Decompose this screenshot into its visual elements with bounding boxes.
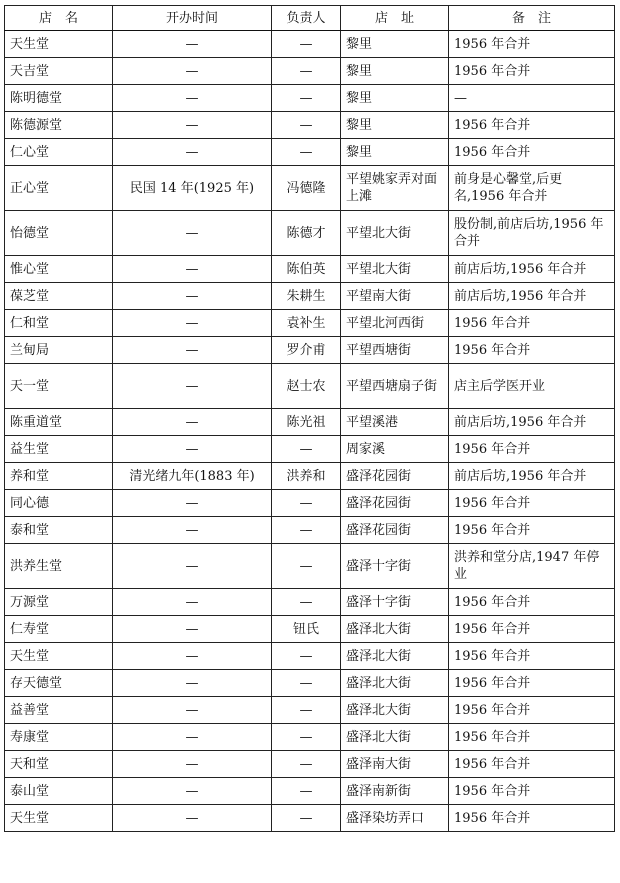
cell-remarks: 1956 年合并 bbox=[449, 58, 615, 85]
cell-remarks: 洪养和堂分店,1947 年停业 bbox=[449, 544, 615, 589]
cell-person-in-charge: — bbox=[272, 751, 341, 778]
cell-person-in-charge: 陈光祖 bbox=[272, 409, 341, 436]
cell-address: 平望西塘扇子街 bbox=[341, 364, 449, 409]
cell-person-in-charge: 赵士农 bbox=[272, 364, 341, 409]
cell-store-name: 益生堂 bbox=[5, 436, 113, 463]
cell-store-name: 仁心堂 bbox=[5, 139, 113, 166]
cell-opening-time: — bbox=[113, 589, 272, 616]
cell-address: 盛泽北大街 bbox=[341, 697, 449, 724]
cell-opening-time: — bbox=[113, 364, 272, 409]
cell-remarks: 1956 年合并 bbox=[449, 751, 615, 778]
cell-opening-time: — bbox=[113, 724, 272, 751]
table-row bbox=[5, 85, 615, 112]
cell-store-name: 天和堂 bbox=[5, 751, 113, 778]
cell-store-name: 陈明德堂 bbox=[5, 85, 113, 112]
cell-address: 盛泽北大街 bbox=[341, 643, 449, 670]
cell-person-in-charge: 袁补生 bbox=[272, 310, 341, 337]
cell-address: 盛泽十字街 bbox=[341, 544, 449, 589]
cell-store-name: 怡德堂 bbox=[5, 211, 113, 256]
cell-opening-time: — bbox=[113, 751, 272, 778]
table-header bbox=[5, 6, 615, 31]
cell-remarks: 1956 年合并 bbox=[449, 310, 615, 337]
cell-address: 黎里 bbox=[341, 58, 449, 85]
cell-opening-time: — bbox=[113, 544, 272, 589]
cell-opening-time: — bbox=[113, 643, 272, 670]
cell-person-in-charge: — bbox=[272, 112, 341, 139]
cell-store-name: 陈德源堂 bbox=[5, 112, 113, 139]
cell-opening-time: — bbox=[113, 697, 272, 724]
cell-person-in-charge: — bbox=[272, 805, 341, 832]
cell-remarks: 股份制,前店后坊,1956 年合并 bbox=[449, 211, 615, 256]
cell-remarks: 1956 年合并 bbox=[449, 670, 615, 697]
cell-store-name: 天一堂 bbox=[5, 364, 113, 409]
cell-person-in-charge: — bbox=[272, 436, 341, 463]
cell-store-name: 万源堂 bbox=[5, 589, 113, 616]
header-remarks: 备 注 bbox=[449, 6, 615, 31]
cell-store-name: 惟心堂 bbox=[5, 256, 113, 283]
cell-address: 盛泽十字街 bbox=[341, 589, 449, 616]
cell-person-in-charge: — bbox=[272, 85, 341, 112]
cell-person-in-charge: — bbox=[272, 544, 341, 589]
cell-remarks: 1956 年合并 bbox=[449, 724, 615, 751]
cell-remarks: 1956 年合并 bbox=[449, 643, 615, 670]
cell-address: 盛泽北大街 bbox=[341, 616, 449, 643]
cell-opening-time: — bbox=[113, 139, 272, 166]
table-row bbox=[5, 490, 615, 517]
table-row bbox=[5, 211, 615, 256]
cell-remarks: 1956 年合并 bbox=[449, 589, 615, 616]
cell-store-name: 正心堂 bbox=[5, 166, 113, 211]
cell-person-in-charge: — bbox=[272, 589, 341, 616]
cell-store-name: 洪养生堂 bbox=[5, 544, 113, 589]
cell-opening-time: 清光绪九年(1883 年) bbox=[113, 463, 272, 490]
table-row bbox=[5, 670, 615, 697]
cell-address: 黎里 bbox=[341, 139, 449, 166]
cell-store-name: 存天德堂 bbox=[5, 670, 113, 697]
header-opening-time: 开办时间 bbox=[113, 6, 272, 31]
table-row bbox=[5, 31, 615, 58]
table-row bbox=[5, 724, 615, 751]
cell-person-in-charge: — bbox=[272, 58, 341, 85]
cell-address: 盛泽花园街 bbox=[341, 463, 449, 490]
cell-remarks: 1956 年合并 bbox=[449, 139, 615, 166]
cell-opening-time: — bbox=[113, 31, 272, 58]
table-body bbox=[5, 31, 615, 832]
table-row bbox=[5, 310, 615, 337]
cell-address: 平望姚家弄对面上滩 bbox=[341, 166, 449, 211]
table-row bbox=[5, 544, 615, 589]
cell-person-in-charge: 朱耕生 bbox=[272, 283, 341, 310]
cell-opening-time: — bbox=[113, 310, 272, 337]
table-row bbox=[5, 364, 615, 409]
cell-opening-time: — bbox=[113, 436, 272, 463]
cell-address: 盛泽南大街 bbox=[341, 751, 449, 778]
cell-address: 盛泽南新街 bbox=[341, 778, 449, 805]
cell-opening-time: — bbox=[113, 778, 272, 805]
cell-remarks: 1956 年合并 bbox=[449, 31, 615, 58]
cell-address: 平望北大街 bbox=[341, 256, 449, 283]
cell-remarks: 前店后坊,1956 年合并 bbox=[449, 256, 615, 283]
table-row bbox=[5, 616, 615, 643]
cell-store-name: 仁寿堂 bbox=[5, 616, 113, 643]
header-store-name: 店 名 bbox=[5, 6, 113, 31]
cell-store-name: 陈重道堂 bbox=[5, 409, 113, 436]
table-row bbox=[5, 436, 615, 463]
cell-address: 黎里 bbox=[341, 85, 449, 112]
table-row bbox=[5, 778, 615, 805]
cell-address: 盛泽北大街 bbox=[341, 670, 449, 697]
cell-store-name: 养和堂 bbox=[5, 463, 113, 490]
table-row bbox=[5, 643, 615, 670]
cell-remarks: — bbox=[449, 85, 615, 112]
cell-remarks: 1956 年合并 bbox=[449, 517, 615, 544]
cell-store-name: 天生堂 bbox=[5, 643, 113, 670]
header-address: 店 址 bbox=[341, 6, 449, 31]
cell-person-in-charge: — bbox=[272, 778, 341, 805]
cell-opening-time: — bbox=[113, 211, 272, 256]
cell-person-in-charge: 冯德隆 bbox=[272, 166, 341, 211]
table-row bbox=[5, 337, 615, 364]
cell-person-in-charge: — bbox=[272, 724, 341, 751]
cell-remarks: 前身是心馨堂,后更名,1956 年合并 bbox=[449, 166, 615, 211]
cell-opening-time: — bbox=[113, 517, 272, 544]
cell-address: 平望西塘街 bbox=[341, 337, 449, 364]
cell-opening-time: — bbox=[113, 490, 272, 517]
cell-store-name: 益善堂 bbox=[5, 697, 113, 724]
cell-remarks: 1956 年合并 bbox=[449, 616, 615, 643]
pharmacy-table bbox=[4, 5, 615, 832]
table-row bbox=[5, 283, 615, 310]
cell-opening-time: — bbox=[113, 805, 272, 832]
cell-person-in-charge: — bbox=[272, 697, 341, 724]
table-row bbox=[5, 139, 615, 166]
cell-address: 盛泽花园街 bbox=[341, 517, 449, 544]
cell-store-name: 仁和堂 bbox=[5, 310, 113, 337]
cell-store-name: 天吉堂 bbox=[5, 58, 113, 85]
table-row bbox=[5, 256, 615, 283]
cell-store-name: 寿康堂 bbox=[5, 724, 113, 751]
cell-opening-time: — bbox=[113, 337, 272, 364]
cell-address: 平望溪港 bbox=[341, 409, 449, 436]
cell-store-name: 天生堂 bbox=[5, 31, 113, 58]
cell-opening-time: — bbox=[113, 85, 272, 112]
cell-person-in-charge: 陈德才 bbox=[272, 211, 341, 256]
cell-store-name: 兰甸局 bbox=[5, 337, 113, 364]
cell-address: 黎里 bbox=[341, 112, 449, 139]
cell-remarks: 店主后学医开业 bbox=[449, 364, 615, 409]
table-row bbox=[5, 166, 615, 211]
cell-remarks: 1956 年合并 bbox=[449, 697, 615, 724]
cell-address: 平望南大街 bbox=[341, 283, 449, 310]
cell-address: 平望北河西街 bbox=[341, 310, 449, 337]
cell-address: 盛泽花园街 bbox=[341, 490, 449, 517]
cell-remarks: 1956 年合并 bbox=[449, 112, 615, 139]
cell-opening-time: 民国 14 年(1925 年) bbox=[113, 166, 272, 211]
cell-address: 盛泽北大街 bbox=[341, 724, 449, 751]
cell-person-in-charge: — bbox=[272, 31, 341, 58]
cell-person-in-charge: — bbox=[272, 643, 341, 670]
cell-store-name: 泰山堂 bbox=[5, 778, 113, 805]
cell-remarks: 1956 年合并 bbox=[449, 490, 615, 517]
cell-person-in-charge: 罗介甫 bbox=[272, 337, 341, 364]
cell-person-in-charge: 陈伯英 bbox=[272, 256, 341, 283]
table-row bbox=[5, 589, 615, 616]
cell-address: 周家溪 bbox=[341, 436, 449, 463]
table-row bbox=[5, 517, 615, 544]
cell-opening-time: — bbox=[113, 670, 272, 697]
table-row bbox=[5, 58, 615, 85]
cell-person-in-charge: — bbox=[272, 139, 341, 166]
cell-store-name: 同心德 bbox=[5, 490, 113, 517]
table-row bbox=[5, 751, 615, 778]
header-person-in-charge: 负责人 bbox=[272, 6, 341, 31]
table-row bbox=[5, 805, 615, 832]
table-row bbox=[5, 409, 615, 436]
cell-address: 黎里 bbox=[341, 31, 449, 58]
cell-store-name: 天生堂 bbox=[5, 805, 113, 832]
cell-remarks: 1956 年合并 bbox=[449, 805, 615, 832]
cell-remarks: 前店后坊,1956 年合并 bbox=[449, 463, 615, 490]
cell-opening-time: — bbox=[113, 283, 272, 310]
cell-opening-time: — bbox=[113, 58, 272, 85]
cell-opening-time: — bbox=[113, 112, 272, 139]
cell-person-in-charge: 钮氏 bbox=[272, 616, 341, 643]
cell-store-name: 泰和堂 bbox=[5, 517, 113, 544]
cell-opening-time: — bbox=[113, 409, 272, 436]
table-row bbox=[5, 463, 615, 490]
cell-person-in-charge: — bbox=[272, 670, 341, 697]
cell-address: 盛泽染坊弄口 bbox=[341, 805, 449, 832]
cell-remarks: 前店后坊,1956 年合并 bbox=[449, 283, 615, 310]
cell-opening-time: — bbox=[113, 256, 272, 283]
cell-remarks: 前店后坊,1956 年合并 bbox=[449, 409, 615, 436]
header-row bbox=[5, 6, 615, 31]
cell-remarks: 1956 年合并 bbox=[449, 436, 615, 463]
table-row bbox=[5, 112, 615, 139]
cell-remarks: 1956 年合并 bbox=[449, 337, 615, 364]
cell-remarks: 1956 年合并 bbox=[449, 778, 615, 805]
cell-store-name: 葆芝堂 bbox=[5, 283, 113, 310]
cell-person-in-charge: 洪养和 bbox=[272, 463, 341, 490]
table-row bbox=[5, 697, 615, 724]
cell-person-in-charge: — bbox=[272, 517, 341, 544]
cell-person-in-charge: — bbox=[272, 490, 341, 517]
cell-address: 平望北大街 bbox=[341, 211, 449, 256]
cell-opening-time: — bbox=[113, 616, 272, 643]
